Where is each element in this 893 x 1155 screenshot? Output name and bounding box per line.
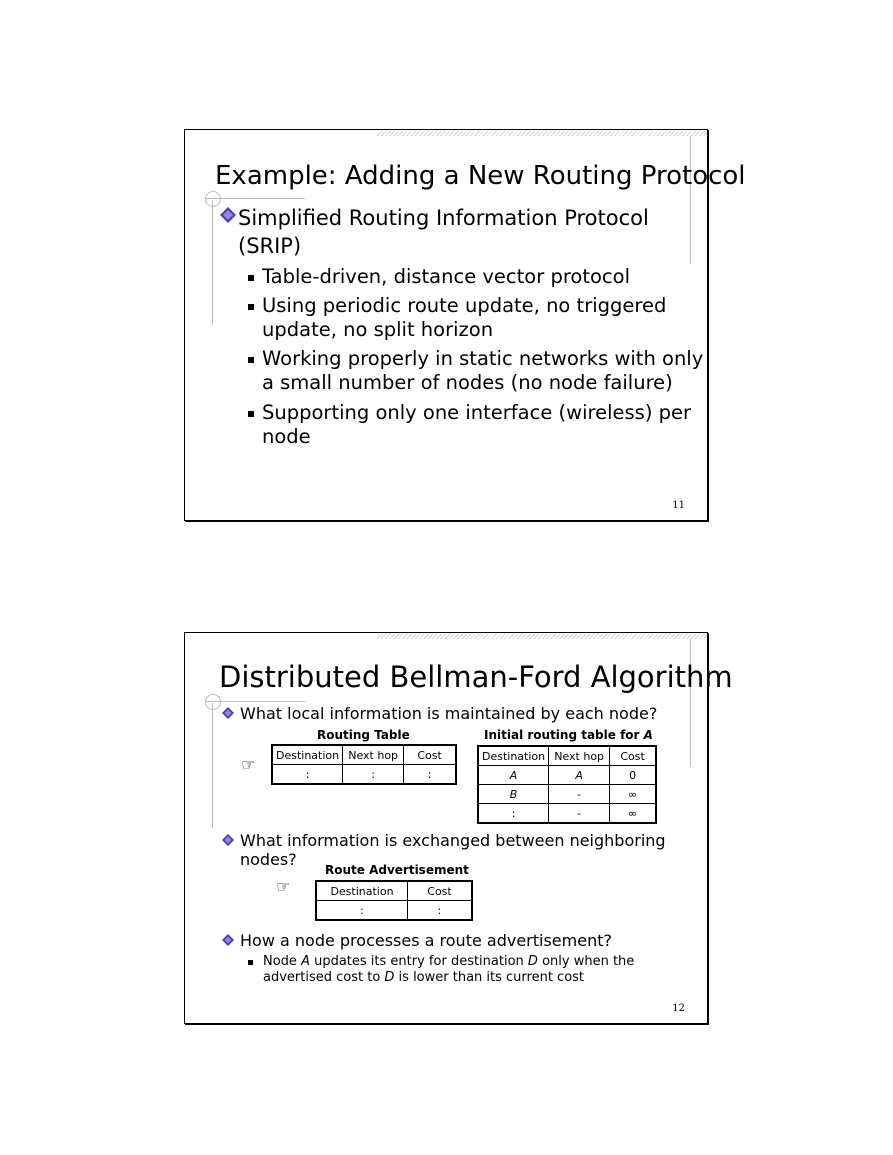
route-advertisement-caption: Route Advertisement bbox=[325, 863, 469, 877]
slide-title: Example: Adding a New Routing Protocol bbox=[215, 161, 746, 191]
slide-title: Distributed Bellman-Ford Algorithm bbox=[219, 660, 733, 694]
table-cell: - bbox=[549, 804, 610, 824]
table-cell: ∞ bbox=[610, 804, 656, 824]
node-a-italic: A bbox=[301, 954, 310, 969]
sub-bullet-3-line-1: Working properly in static networks with only bbox=[262, 347, 704, 370]
bullet-line-2: (SRIP) bbox=[238, 234, 302, 258]
decorative-circle bbox=[205, 191, 221, 207]
table-row bbox=[478, 766, 656, 785]
decorative-line bbox=[212, 703, 213, 828]
table-header: Destination bbox=[316, 881, 408, 901]
initial-table-caption-node: A bbox=[643, 728, 653, 742]
table-cell: ∞ bbox=[610, 785, 656, 804]
sub-bullet-2-line-1: Using periodic route update, no triggered bbox=[262, 294, 667, 317]
table-cell: A bbox=[478, 766, 549, 785]
page-number: 11 bbox=[672, 500, 685, 511]
table-row bbox=[478, 785, 656, 804]
table-header: Destination bbox=[478, 746, 549, 766]
sub-bullet-3-line-2: a small number of nodes (no node failure) bbox=[262, 371, 673, 394]
decorative-line bbox=[690, 639, 691, 767]
table-cell: : bbox=[272, 765, 343, 785]
text-span: only when the bbox=[537, 954, 635, 969]
question-1: What local information is maintained by each node? bbox=[240, 704, 658, 723]
table-cell: : bbox=[478, 804, 549, 824]
initial-routing-table bbox=[477, 745, 657, 824]
sub-bullet-2-line-2: update, no split horizon bbox=[262, 318, 494, 341]
node-d-italic: D bbox=[527, 954, 538, 969]
route-advertisement-table bbox=[315, 880, 473, 921]
page-number: 12 bbox=[672, 1003, 685, 1014]
sub-bullet-line-1 bbox=[263, 954, 634, 970]
square-bullet-icon bbox=[248, 411, 254, 417]
initial-table-caption bbox=[484, 728, 653, 742]
square-bullet-icon bbox=[248, 275, 254, 281]
table-header-row bbox=[272, 745, 456, 765]
question-2-line-1: What information is exchanged between neighboring bbox=[240, 831, 666, 850]
table-cell: : bbox=[316, 901, 408, 921]
routing-table-caption: Routing Table bbox=[317, 728, 410, 742]
diamond-bullet-icon bbox=[222, 934, 234, 946]
diamond-bullet-icon bbox=[222, 834, 234, 846]
table-cell: : bbox=[404, 765, 456, 785]
table-cell: A bbox=[549, 766, 610, 785]
sub-bullet-line-2 bbox=[263, 970, 584, 986]
sub-bullet-4-line-2: node bbox=[262, 425, 311, 448]
decorative-hatch bbox=[377, 634, 707, 639]
square-bullet-icon bbox=[248, 357, 254, 363]
square-bullet-icon bbox=[248, 960, 253, 965]
initial-table-caption-prefix: Initial routing table for bbox=[484, 728, 644, 742]
square-bullet-icon bbox=[248, 304, 254, 310]
diamond-bullet-icon bbox=[222, 707, 234, 719]
pointing-hand-icon: ☞ bbox=[276, 877, 291, 896]
table-header: Cost bbox=[610, 746, 656, 766]
table-cell: : bbox=[408, 901, 473, 921]
table-header: Next hop bbox=[343, 745, 404, 765]
sub-bullet-1: Table-driven, distance vector protocol bbox=[262, 265, 630, 288]
sub-bullet-4-line-1: Supporting only one interface (wireless) per bbox=[262, 401, 692, 424]
table-row bbox=[272, 765, 456, 785]
slide-11 bbox=[184, 129, 746, 521]
table-cell: : bbox=[343, 765, 404, 785]
table-header: Destination bbox=[272, 745, 343, 765]
decorative-line bbox=[690, 136, 691, 264]
table-header-row bbox=[316, 881, 472, 901]
routing-table bbox=[271, 744, 457, 785]
table-header: Cost bbox=[404, 745, 456, 765]
diamond-bullet-icon bbox=[220, 207, 236, 223]
table-header: Next hop bbox=[549, 746, 610, 766]
text-span: updates its entry for destination bbox=[309, 954, 528, 969]
table-cell: B bbox=[478, 785, 549, 804]
table-cell: 0 bbox=[610, 766, 656, 785]
table-header: Cost bbox=[408, 881, 473, 901]
slide-12 bbox=[184, 632, 733, 1024]
decorative-hatch bbox=[377, 131, 707, 136]
text-span: advertised cost to bbox=[263, 970, 385, 985]
text-span: is lower than its current cost bbox=[394, 970, 585, 985]
question-3: How a node processes a route advertisement? bbox=[240, 931, 612, 950]
table-cell: - bbox=[549, 785, 610, 804]
table-header-row bbox=[478, 746, 656, 766]
pointing-hand-icon: ☞ bbox=[241, 755, 256, 774]
node-d-italic: D bbox=[384, 970, 395, 985]
decorative-line bbox=[212, 200, 213, 325]
text-span: Node bbox=[263, 954, 302, 969]
question-2-line-2: nodes? bbox=[240, 850, 297, 869]
table-row bbox=[478, 804, 656, 824]
bullet-line-1: Simplified Routing Information Protocol bbox=[238, 206, 649, 230]
table-row bbox=[316, 901, 472, 921]
decorative-circle bbox=[205, 694, 221, 710]
